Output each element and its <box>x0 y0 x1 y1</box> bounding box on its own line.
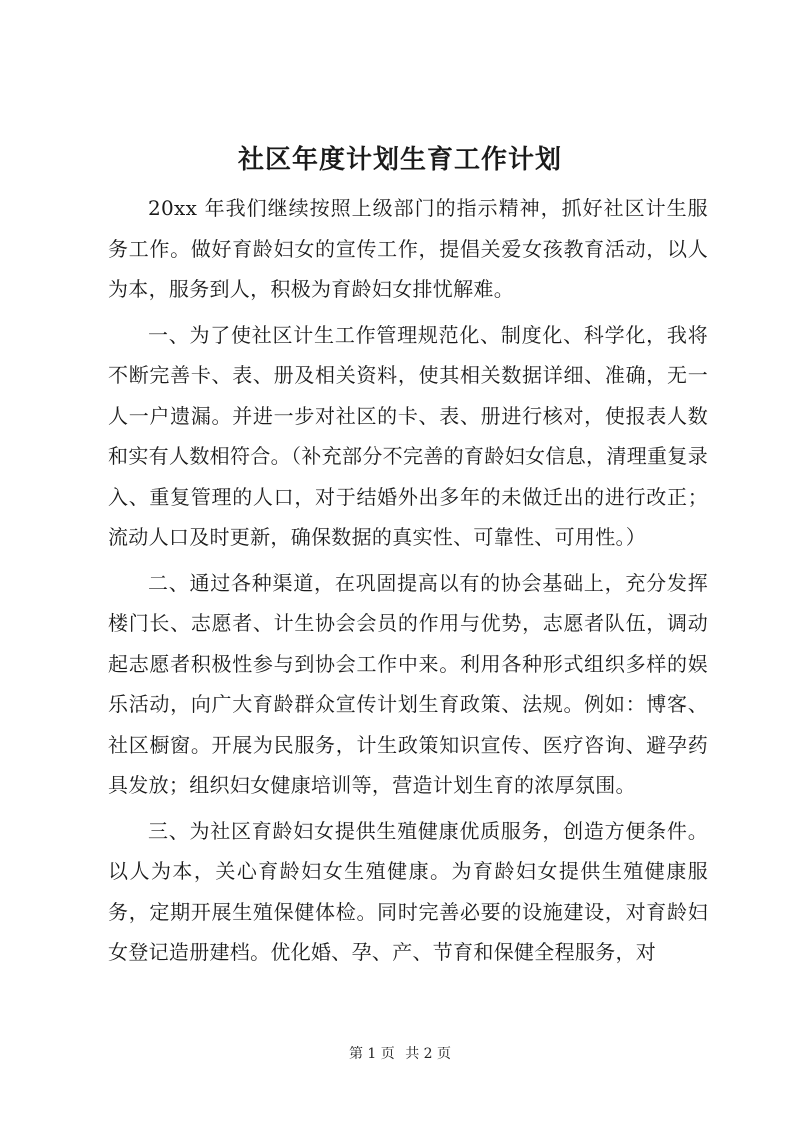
document-title: 社区年度计划生育工作计划 <box>237 145 562 175</box>
paragraph-section-2: 二、通过各种渠道，在巩固提高以有的协会基础上，充分发挥楼门长、志愿者、计生协会会员的作用与优势，志愿者队伍，调动起志愿者积极性参与到协会工作中来。利用各种形式组织多样的娱乐活动，向广大育龄群众宣传计划生育政策、法规。例如：博客、社区橱窗。开展为民服务，计生政策知识宣传、医疗咨询、避孕药具发放；组织妇女健康培训等，营造计划生育的浓厚氛围。 <box>108 570 708 797</box>
paragraph-section-3: 三、为社区育龄妇女提供生殖健康优质服务，创造方便条件。以人为本，关心育龄妇女生殖健康。为育龄妇女提供生殖健康服务，定期开展生殖保健体检。同时完善必要的设施建设，对育龄妇女登记造册建档。优化婚、孕、产、节育和保健全程服务，对 <box>108 818 708 964</box>
page-footer <box>0 1044 800 1064</box>
document-body <box>108 188 708 978</box>
paragraph-intro: 20xx 年我们继续按照上级部门的指示精神，抓好社区计生服务工作。做好育龄妇女的宣传工作，提倡关爱女孩教育活动，以人为本，服务到人，积极为育龄妇女排忧解难。 <box>108 196 708 301</box>
page-number: 第 1 页 <box>348 1046 395 1062</box>
paragraph-section-1: 一、为了使社区计生工作管理规范化、制度化、科学化，我将不断完善卡、表、册及相关资料，使其相关数据详细、准确，无一人一户遗漏。并进一步对社区的卡、表、册进行核对，使报表人数和实有人数相符合。（补充部分不完善的育龄妇女信息，清理重复录入、重复管理的人口，对于结婚外出多年的未做迁出的进行改正；流动人口及时更新，确保数据的真实性、可靠性、可用性。） <box>108 322 708 549</box>
page-total: 共 2 页 <box>405 1046 452 1062</box>
